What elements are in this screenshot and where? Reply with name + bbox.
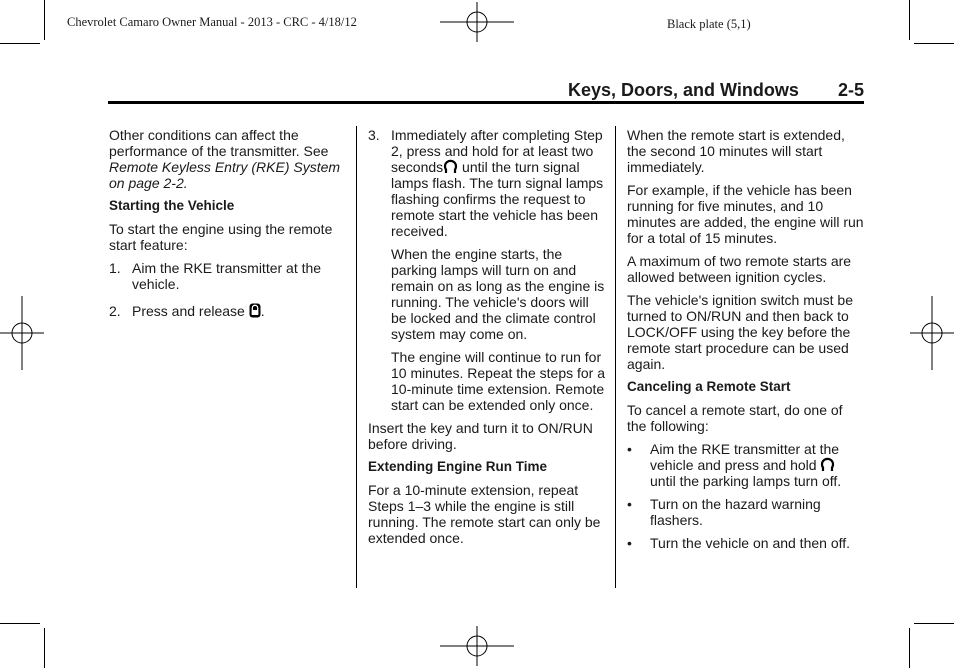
step-text-cont: until the turn signal lamps flash. The turn signal lamps flashing confirms the request to remote start the vehicle has been received. — [391, 159, 604, 239]
bullet-text: Turn on the hazard warning flashers. — [650, 496, 821, 528]
print-header-right: Black plate (5,1) — [667, 17, 751, 31]
crop-mark — [909, 0, 910, 40]
remote-start-icon — [443, 159, 458, 174]
paragraph: A maximum of two remote starts are allowed between ignition cycles. — [627, 253, 852, 285]
crop-mark — [0, 623, 40, 624]
paragraph: The engine will continue to run for 10 minutes. Repeat the steps for a 10-minute time extension. Remote start can be extended only once. — [391, 349, 606, 413]
subheading: Extending Engine Run Time — [368, 459, 548, 474]
list-item — [109, 303, 349, 319]
column-divider — [356, 126, 357, 588]
list-item — [109, 260, 349, 292]
column-3 — [627, 127, 865, 558]
step-text: Aim the RKE transmitter at the vehicle. — [132, 260, 322, 292]
crop-mark — [909, 628, 910, 668]
intro-text: Other conditions can affect the performance of the transmitter. See — [109, 127, 329, 159]
crop-mark — [44, 628, 45, 668]
cross-reference: Remote Keyless Entry (RKE) System on page 2-2. — [109, 159, 341, 191]
step-text-end: . — [260, 303, 265, 319]
step-text: Immediately after completing Step 2, press and hold for at least two seconds — [391, 127, 603, 175]
step-number: 1. — [109, 260, 121, 276]
step-text: Press and release — [132, 303, 245, 319]
crop-mark — [0, 43, 40, 44]
header-rule — [108, 101, 864, 104]
bullet-text-cont: until the parking lamps turn off. — [650, 473, 842, 489]
paragraph: For a 10-minute extension, repeat Steps 1–3 while the engine is still running. The remote start can only be extended once. — [368, 482, 601, 546]
bullet-item — [627, 441, 865, 489]
paragraph: The vehicle's ignition switch must be turned to ON/RUN and then back to LOCK/OFF using the key before the remote start procedure can be used again. — [627, 292, 853, 372]
lock-icon — [249, 303, 261, 318]
subheading: Starting the Vehicle — [109, 198, 235, 213]
bullet: • — [627, 441, 632, 457]
registration-mark-top — [440, 2, 514, 42]
paragraph: For example, if the vehicle has been running for five minutes, and 10 minutes are added, the engine will run for a total of 15 minutes. — [627, 182, 864, 246]
paragraph: When the remote start is extended, the second 10 minutes will start immediately. — [627, 127, 845, 175]
list-item — [368, 127, 606, 239]
registration-mark-right — [910, 296, 954, 370]
subheading: Canceling a Remote Start — [627, 379, 791, 394]
registration-mark-left — [0, 296, 44, 370]
bullet-text: Turn the vehicle on and then off. — [650, 535, 851, 551]
crop-mark — [914, 43, 954, 44]
registration-mark-bottom — [440, 626, 514, 666]
bullet: • — [627, 496, 632, 512]
page-number: 2-5 — [838, 80, 865, 100]
crop-mark — [44, 0, 45, 40]
crop-mark — [914, 623, 954, 624]
bullet-item — [627, 535, 865, 551]
bullet-text: Aim the RKE transmitter at the vehicle and press and hold — [650, 441, 840, 473]
paragraph: To cancel a remote start, do one of the following: — [627, 402, 843, 434]
print-header-left: Chevrolet Camaro Owner Manual - 2013 - CRC - 4/18/12 — [67, 15, 357, 29]
paragraph: To start the engine using the remote start feature: — [109, 221, 333, 253]
column-1 — [109, 127, 349, 326]
step-number: 2. — [109, 303, 121, 319]
bullet-item — [627, 496, 865, 528]
paragraph — [109, 127, 349, 191]
paragraph: Insert the key and turn it to ON/RUN before driving. — [368, 420, 593, 452]
column-divider — [615, 126, 616, 588]
bullet: • — [627, 535, 632, 551]
remote-start-icon — [820, 457, 835, 472]
step-number: 3. — [368, 127, 380, 143]
column-2 — [368, 127, 606, 553]
section-title: Keys, Doors, and Windows — [568, 80, 799, 100]
paragraph: When the engine starts, the parking lamps will turn on and remain on as long as the engine is running. The vehicle's doors will be locked and the climate control system may come on. — [391, 246, 605, 342]
